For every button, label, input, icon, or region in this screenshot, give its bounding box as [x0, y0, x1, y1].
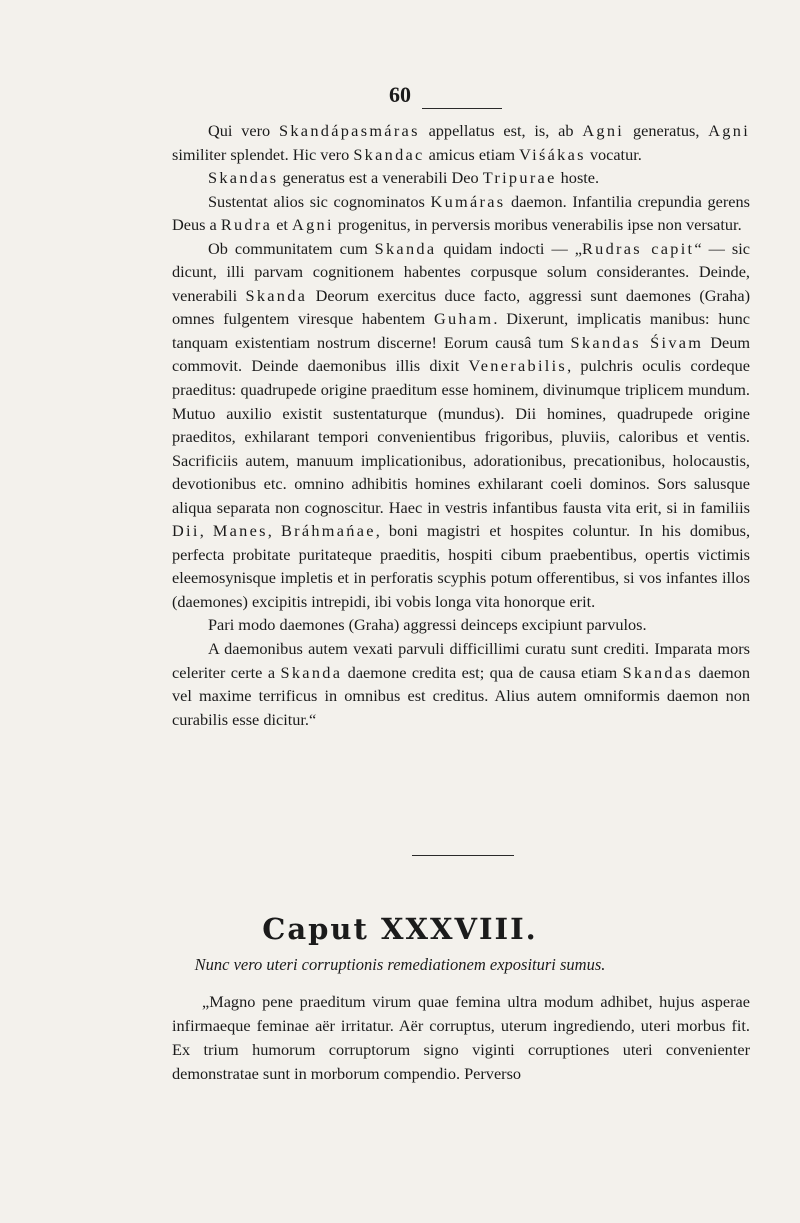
section-divider — [412, 855, 514, 856]
text-run: Qui vero — [208, 121, 280, 140]
main-text — [172, 119, 750, 731]
text-run: “ — sic dicunt, illi parvam cognitionem habentes corpusque solum considerantes. Deinde, venerabili — [172, 238, 751, 305]
text-run: , pulchris oculis cordeque praeditus: quadrupede origine praeditum esse hominem, divinumque triplicem mundum. Mutuo auxilio existit sustentaturque (mundus). Dii homines, quadrupede origine praeditos, exhilarant tempori convenientibus frigoribus, pluviis, caloribus et ventis. Sacrificiis autem, manuum implicationibus, adorationibus, precationibus, holocaustis, devotionibus etc. omnino adhibitis homines exhilarant coeli dominos. Sors salusque aliqua separata non cognoscitur. Haec in vestris infantibus fausta vita erit, si in familiis — [172, 356, 751, 517]
spaced-name: Agni — [292, 215, 334, 235]
page-number: 60 — [389, 82, 411, 107]
spaced-name: Venerabilis — [468, 356, 568, 376]
header-rule — [422, 108, 502, 109]
text-run: et — [272, 215, 293, 235]
text-run: Ob communitatem cum — [208, 238, 375, 258]
spaced-name: Dii — [172, 521, 200, 541]
spaced-name: Guham — [433, 309, 494, 329]
text-run: Sustentat alios sic cognominatos — [208, 191, 431, 211]
spaced-name: Skandas — [622, 662, 694, 682]
chapter-text — [172, 990, 750, 1086]
chapter-title: Caput XXXVIII. — [262, 912, 538, 946]
text-run: amicus etiam — [424, 144, 520, 164]
spaced-name: Kumáras — [430, 191, 506, 211]
text-run: Deorum exercitus duce facto, aggressi sunt daemones (Graha) omnes fulgentem viresque habentem — [172, 285, 750, 329]
spaced-name: Skanda — [280, 662, 343, 682]
spaced-name: Tripurae — [482, 168, 557, 188]
spaced-name: Rudras capit — [582, 238, 695, 258]
text-run: , — [199, 521, 213, 541]
text-run: quidam indocti — „ — [436, 238, 582, 258]
paragraph — [172, 613, 750, 637]
text-run: similiter splendet. Hic vero — [172, 144, 354, 164]
text-run: hoste. — [556, 168, 600, 188]
text-run: , — [267, 521, 281, 541]
spaced-name: Skandas Śivam — [570, 332, 704, 352]
paragraph — [172, 190, 750, 237]
text-run: generatus est a venerabili Deo — [278, 168, 483, 188]
chapter-subtitle: Nunc vero uteri corruptionis remediationem exposituri sumus. — [194, 955, 606, 974]
text-run: . Dixerunt, implicatis manibus: hunc tanquam existentiam nostrum discerne! Eorum causâ tum — [172, 309, 750, 352]
paragraph — [172, 166, 750, 190]
text-run: A daemonibus autem vexati parvuli difficillimi curatu sunt crediti. Imparata mors celeriter certe a — [172, 639, 750, 682]
spaced-name: Agni — [708, 121, 751, 140]
spaced-name: Skandac — [353, 144, 425, 164]
text-run: Deum commovit. Deinde daemonibus illis dixit — [172, 332, 750, 376]
text-run: generatus, — [624, 121, 709, 140]
paragraph — [172, 119, 750, 166]
text-run: progenitus, in perversis moribus venerabilis ipse non versatur. — [333, 215, 742, 235]
spaced-name: Bráhmańae — [280, 521, 376, 541]
spaced-name: Viśákas — [519, 144, 586, 164]
text-run: daemone credita est; qua de causa etiam — [342, 662, 623, 682]
spaced-name: Skanda — [374, 238, 437, 258]
paragraph — [172, 237, 750, 614]
spaced-name: Skandas — [208, 168, 279, 188]
text-run: vocatur. — [585, 144, 642, 164]
spaced-name: Agni — [582, 121, 625, 140]
paragraph — [172, 637, 750, 731]
text-run: daemon vel maxime terrificus in omnibus est creditus. Alius autem omniformis daemon non curabilis esse dicitur.“ — [172, 662, 750, 729]
spaced-name: Manes — [212, 521, 268, 541]
text-run: , boni magistri et hospites coluntur. In his domibus, perfecta probitate puritateque praeditis, hospiti cibum praebentibus, opertis victimis eleemosynisque impletis et in perforatis scyphis potum offerentibus, si vos infantes illos (daemones) excipitis intrepidi, ibi vobis longa vita honorque erit. — [172, 521, 751, 611]
spaced-name: Rudra — [220, 215, 273, 235]
spaced-name: Skandápasmáras — [279, 121, 420, 140]
text-run: appellatus est, is, ab — [419, 121, 583, 140]
spaced-name: Skanda — [245, 285, 308, 305]
chapter-paragraph: „Magno pene praeditum virum quae femina ultra modum adhibet, hujus asperae infirmaeque feminae aër irritatur. Aër corruptus, uterum ingrediendo, uteri morbus fit. Ex trium humorum corruptorum signo viginti corruptiones uteri convenienter demonstratae sunt in morborum compendio. Perverso — [172, 992, 750, 1083]
text-run: Pari modo daemones (Graha) aggressi deinceps excipiunt parvulos. — [208, 615, 647, 635]
text-run: daemon. Infantilia crepundia gerens Deus a — [172, 191, 750, 235]
